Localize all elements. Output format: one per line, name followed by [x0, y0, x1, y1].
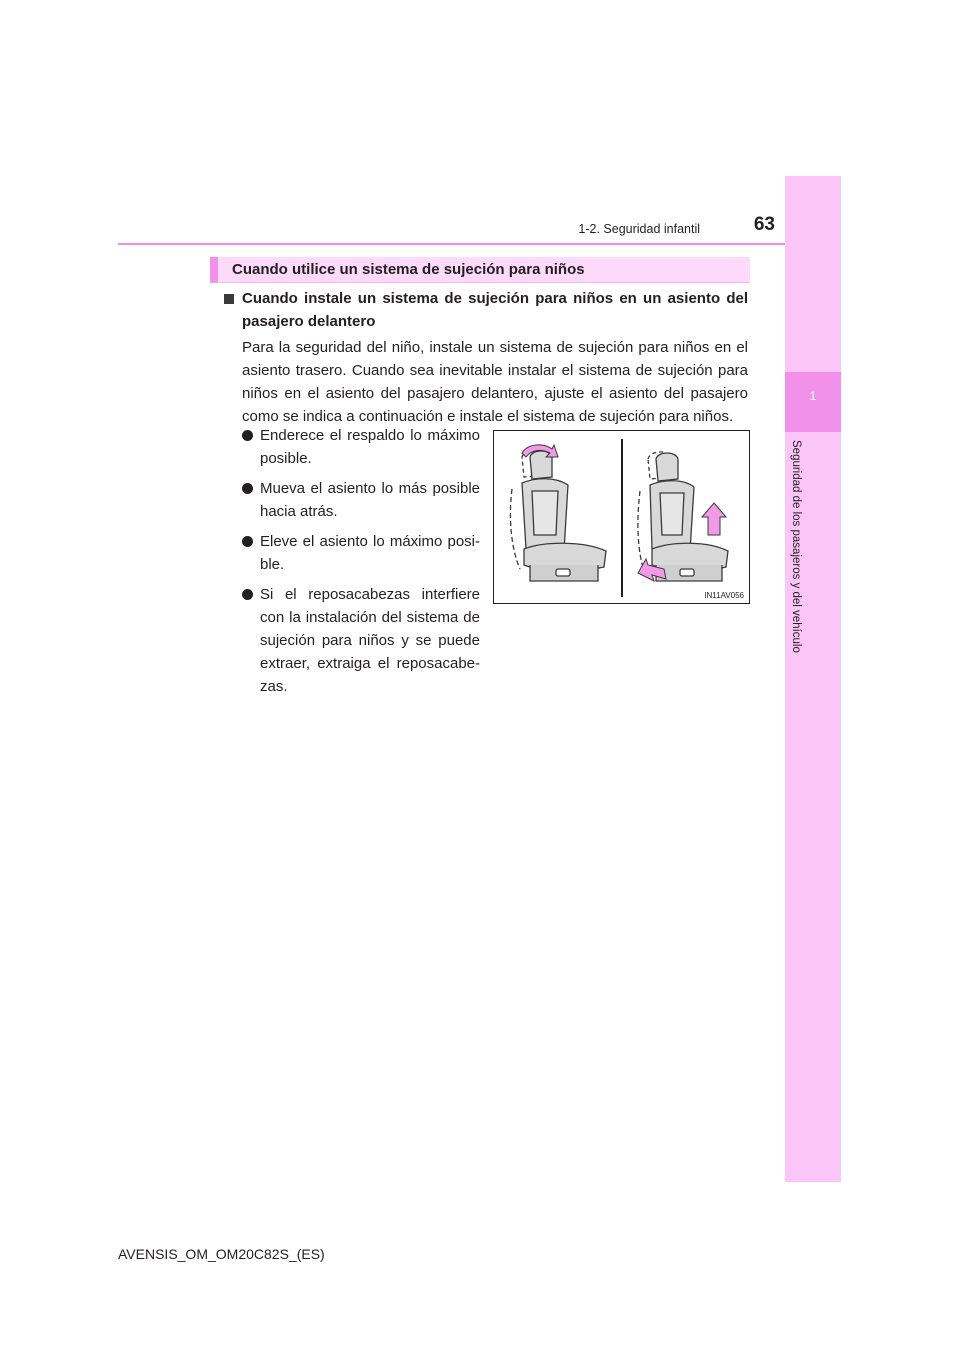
section-title-box — [210, 257, 750, 283]
bullet-icon — [242, 589, 253, 600]
list-item-text: Si el reposacabezas interfiere con la instalación del sistema de sujeción para niños y se puede extraer, extraiga el reposacabe-zas. — [260, 586, 480, 695]
bullet-icon — [242, 536, 253, 547]
square-bullet-icon — [224, 294, 234, 304]
document-code: AVENSIS_OM_OM20C82S_(ES) — [118, 1246, 325, 1262]
raise-arrow-icon — [702, 503, 726, 535]
bullet-icon — [242, 483, 253, 494]
seat-adjustment-figure — [493, 430, 750, 604]
left-seat-icon — [510, 450, 606, 581]
list-item — [242, 583, 480, 698]
section-reference: 1-2. Seguridad infantil — [578, 222, 700, 236]
chapter-title: Seguridad de los pasajeros y del vehículo — [790, 440, 802, 653]
list-item-text: Enderece el respaldo lo máximo posible. — [260, 427, 480, 467]
subheading: Cuando instale un sistema de sujeción para niños en un asiento del pasajero delantero — [242, 290, 748, 330]
list-item-text: Eleve el asiento lo máximo posi-ble. — [260, 533, 480, 573]
page-number: 63 — [753, 214, 775, 235]
list-item-text: Mueva el asiento lo más posible hacia atrás. — [260, 480, 480, 520]
header-rule — [118, 243, 841, 245]
bullet-icon — [242, 430, 253, 441]
seat-illustration — [494, 431, 749, 603]
list-item — [242, 530, 480, 576]
list-item — [242, 477, 480, 523]
instruction-list — [242, 424, 480, 705]
section-title: Cuando utilice un sistema de sujeción para niños — [232, 261, 585, 278]
list-item — [242, 424, 480, 470]
body-paragraph: Para la seguridad del niño, instale un sistema de sujeción para niños en el asiento trasero. Cuando sea inevitable instalar el sistema de sujeción para niños en el asiento del pasajero delantero, ajuste el asiento del pasajero como se indica a continuación e instale el sistema de sujeción para niños. — [242, 339, 748, 425]
chapter-number: 1 — [809, 389, 817, 403]
figure-code: IN11AV056 — [704, 591, 744, 600]
